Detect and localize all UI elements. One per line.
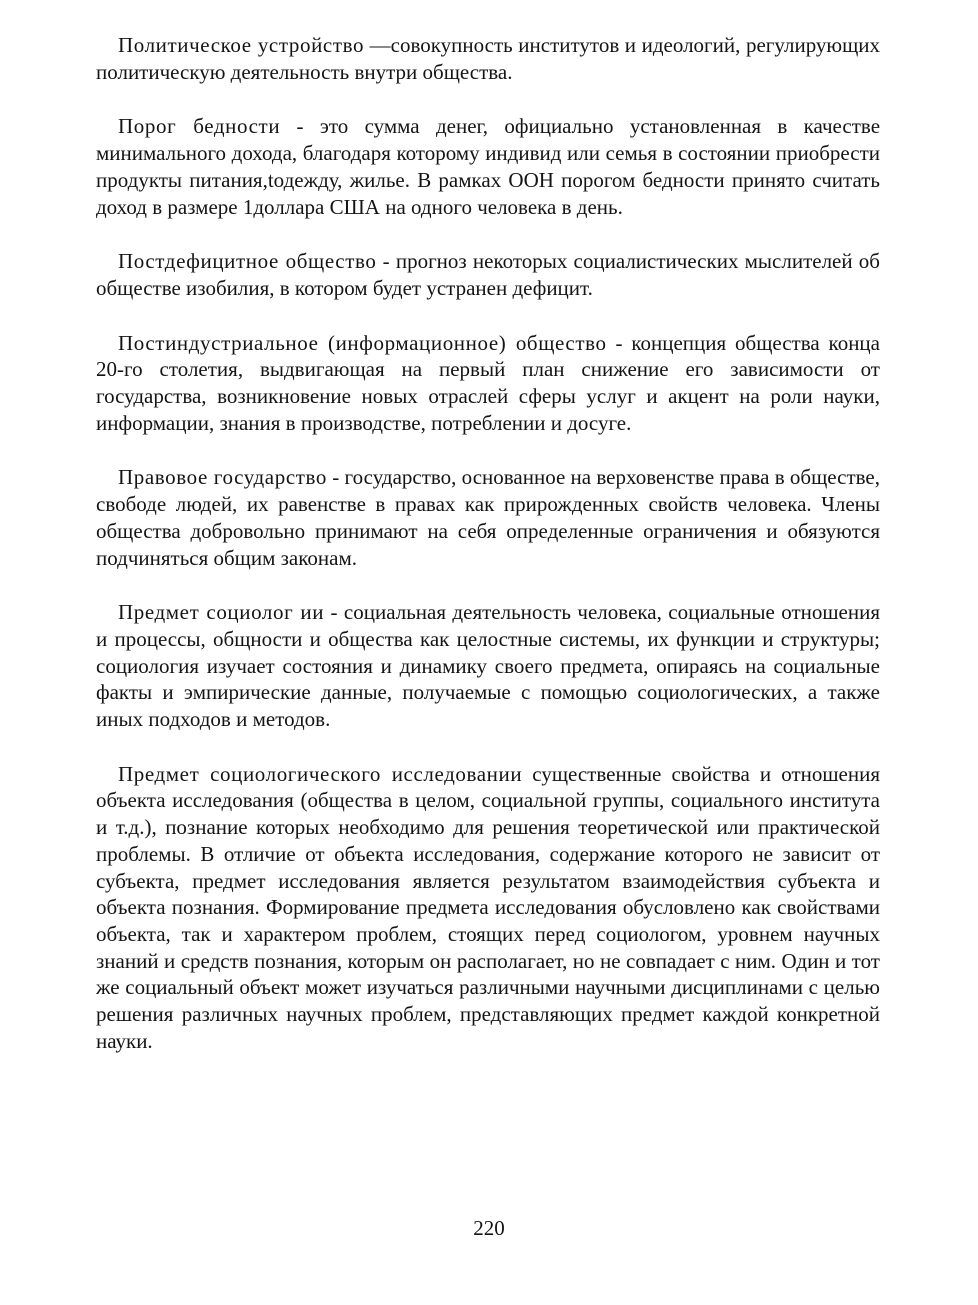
entry-definition: совокупность институтов и идеологий, регулирующих политическую деятельность внутри общества. [96, 33, 881, 84]
document-page [96, 32, 880, 1083]
glossary-entry [96, 464, 880, 571]
entry-term: Постиндустриальное (информационное) общество [118, 330, 607, 355]
glossary-entry [96, 330, 880, 437]
glossary-entry [96, 761, 880, 1055]
entry-definition: существенные свойства и отношения объекта исследования (общества в целом, социальной группы, социального института и т.д.), познание которых необходимо для решения теоретической или практической проблемы. В отличие от объекта исследования, содержание которого не зависит от субъекта, предмет исследования является результатом взаимодействия субъекта и объекта познания. Формирование предмета исследования обусловлено как свойствами объекта, так и характером проблем, стоящих перед социологом, уровнем научных знаний и средств познания, которым он располагает, но не совпадает с ним. Один и тот же социальный объект может изучаться различными научными дисциплинами с целью решения различных научных проблем, представляющих предмет каждой конкретной науки. [96, 761, 881, 1053]
entry-definition: это сумма денег, официально установленная в качестве минимального дохода, благодаря которому индивид или семья в состоянии приобрести продукты питания,tодежду, жилье. В рамках ООН порогом бедности принято считать доход в размере 1доллара США на одного человека в день. [96, 114, 881, 219]
entry-definition: государство, основанное на верховенстве права в обществе, свободе людей, их равенстве в правах как прирожденных свойств человека. Члены общества добровольно принимают на себя определенные ограничения и обязуются подчиняться общим законам. [96, 465, 880, 570]
entry-definition: прогноз некоторых социалистических мыслителей об обществе изобилия, в котором будет устранен дефицит. [96, 249, 880, 300]
entry-term: Порог бедности [118, 114, 281, 139]
entry-term: Постдефицитное общество [118, 249, 377, 274]
entry-separator: - [327, 465, 345, 490]
page-number: 220 [473, 1216, 505, 1240]
entry-term: Политическое устройство [118, 33, 365, 57]
entry-separator: - [324, 600, 344, 625]
entry-separator: — [364, 33, 391, 57]
entry-term: Предмет социолог ии [118, 600, 325, 625]
entry-definition: социальная деятельность человека, социальные отношения и процессы, общности и общества как целостные системы, их функции и структуры; социология изучает состояния и динамику своего предмета, опираясь на социальные факты и эмпирические данные, получаемые с помощью социологических, а также иных подходов и методов. [96, 600, 881, 732]
entry-separator: - [606, 330, 632, 355]
entry-separator: - [280, 114, 320, 139]
entry-definition: концепция общества конца 20-го столетия, выдвигающая на первый план снижение его зависимости от государства, возникновение новых отраслей сферы услуг и акцент на роли науки, информации, знания в производстве, потреблении и досуге. [96, 330, 880, 435]
glossary-entry [96, 248, 880, 301]
entry-term: Правовое государство [118, 465, 327, 490]
entry-separator: - [376, 249, 396, 274]
glossary-entry [96, 599, 880, 733]
entry-separator [522, 762, 532, 786]
glossary-entry [96, 113, 880, 220]
glossary-entry [96, 32, 880, 85]
entry-term: Предмет социологического исследовании [118, 761, 523, 786]
